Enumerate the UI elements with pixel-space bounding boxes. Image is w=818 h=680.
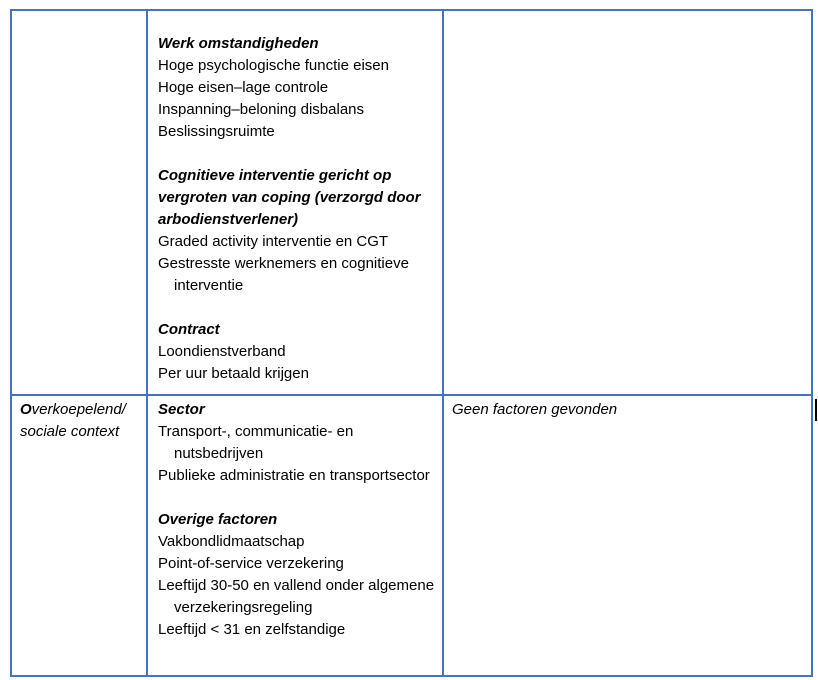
table-border-bottom: [10, 675, 813, 677]
list-item: Vakbondlidmaatschap: [158, 533, 305, 550]
level-label: [20, 399, 142, 443]
table-row-divider: [10, 394, 813, 396]
table-border-right: [811, 9, 813, 677]
text-cursor: [815, 399, 817, 421]
row2-col3-cell: [452, 399, 802, 421]
section-overige-factoren: [158, 509, 442, 641]
level-label-rest: verkoepelend/ sociale context: [20, 401, 126, 440]
list-item: Inspanning–beloning disbalans: [158, 101, 365, 118]
section-heading: Contract: [158, 321, 220, 338]
no-factors-text: Geen factoren gevonden: [452, 401, 618, 418]
section-heading: Cognitieve interventie gericht op vergroten van coping (verzorgd door arbodienstverlener): [158, 167, 421, 228]
list-item: Gestresste werknemers en cognitieve interventie: [158, 255, 409, 294]
table-border-left: [10, 9, 12, 677]
list-item: Beslissingsruimte: [158, 123, 275, 140]
section-heading: Overige factoren: [158, 511, 278, 528]
list-item: Graded activity interventie en CGT: [158, 233, 389, 250]
section-sector: [158, 399, 442, 487]
list-item: Point-of-service verzekering: [158, 555, 344, 572]
table-border-top: [10, 9, 813, 11]
section-contract: [158, 319, 442, 385]
factor-table: [10, 9, 813, 677]
section-heading: Werk omstandigheden: [158, 35, 319, 52]
list-item: Loondienstverband: [158, 343, 286, 360]
row1-col2-cell: [158, 33, 442, 385]
list-item: Publieke administratie en transportsector: [158, 467, 430, 484]
table-col-divider-1: [146, 9, 148, 677]
list-item: Transport-, communicatie- en nutsbedrijven: [158, 423, 354, 462]
table-col-divider-2: [442, 9, 444, 677]
section-heading: Sector: [158, 401, 205, 418]
list-item: Hoge eisen–lage controle: [158, 79, 329, 96]
section-cognitieve-interventie: [158, 165, 442, 297]
list-item: Leeftijd 30-50 en vallend onder algemene verzekeringsregeling: [158, 577, 435, 616]
list-item: Hoge psychologische functie eisen: [158, 57, 389, 74]
list-item: Leeftijd < 31 en zelfstandige: [158, 621, 346, 638]
list-item: Per uur betaald krijgen: [158, 365, 309, 382]
row2-col2-cell: [158, 399, 442, 641]
level-label-initial: O: [20, 401, 32, 418]
section-werk-omstandigheden: [158, 33, 442, 143]
row2-col1-cell: [20, 399, 142, 443]
